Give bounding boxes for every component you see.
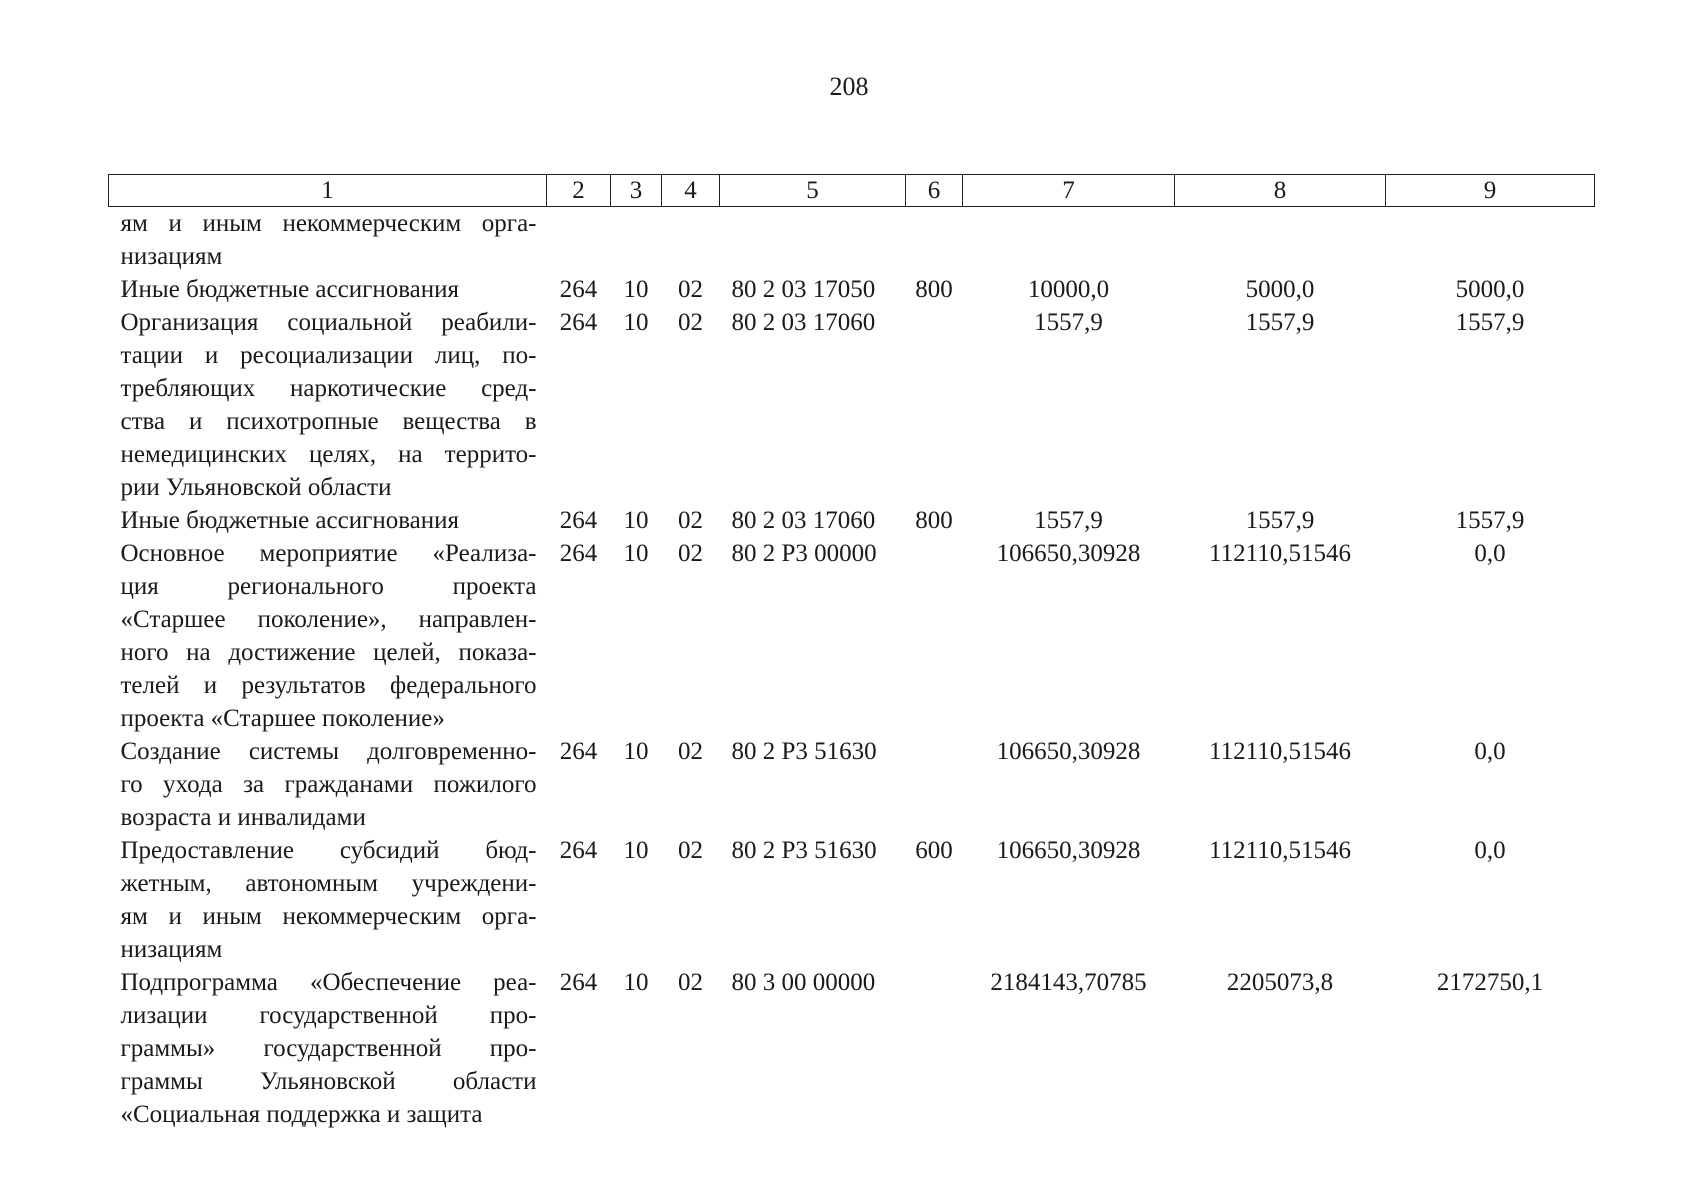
table-row: [109, 207, 1595, 274]
cell-section: 10: [623, 309, 649, 336]
cell-amount-col9: 0,0: [1474, 738, 1506, 765]
cell-amount-col8: [1175, 207, 1386, 274]
cell-name-line: Подпрограмма «Обеспечение реа-: [120, 969, 537, 996]
cell-name-line: рии Ульяновской области: [120, 474, 392, 501]
cell-expense-type: 800: [915, 276, 953, 303]
table-row: [109, 306, 1595, 504]
cell-amount-col8: 112110,51546: [1209, 738, 1351, 765]
cell-amount-col8: 112110,51546: [1209, 837, 1351, 864]
cell-name-line: граммы Ульяновской области: [120, 1068, 537, 1095]
cell-name-line: Основное мероприятие «Реализа-: [120, 540, 537, 567]
cell-expense-type: [906, 735, 963, 834]
header-cell-6: 6: [906, 175, 963, 207]
cell-subsection: 02: [678, 309, 703, 336]
cell-amount-col7: 2184143,70785: [990, 969, 1147, 996]
cell-amount-col7: 10000,0: [1027, 276, 1110, 303]
cell-section: 10: [623, 969, 649, 996]
header-cell-3: 3: [611, 175, 662, 207]
cell-subsection: 02: [678, 969, 703, 996]
header-cell-9: 9: [1386, 175, 1595, 207]
cell-subsection: 02: [678, 837, 703, 864]
cell-amount-col9: 1557,9: [1455, 309, 1525, 336]
cell-amount-col7: 106650,30928: [996, 738, 1141, 765]
table-row: [109, 504, 1595, 537]
cell-expense-type: [906, 207, 963, 274]
cell-amount-col7: 1557,9: [1034, 507, 1103, 534]
cell-name-line: требляющих наркотические сред-: [120, 375, 537, 402]
cell-code-2: 264: [559, 738, 598, 765]
cell-name-line: Создание системы долговременно-: [120, 738, 537, 765]
cell-expense-type: 600: [915, 837, 953, 864]
cell-name-line: проекта «Старшее поколение»: [120, 705, 445, 732]
header-cell-5: 5: [720, 175, 906, 207]
cell-target-article: 80 2 03 17050: [731, 276, 876, 303]
cell-section: 10: [623, 540, 649, 567]
cell-section: 10: [623, 276, 649, 303]
cell-section: 10: [623, 507, 649, 534]
cell-name: [109, 966, 547, 1131]
cell-name-line: немедицинских целях, на террито-: [120, 441, 537, 468]
cell-name-line: Иные бюджетные ассигнования: [120, 276, 460, 303]
cell-amount-col9: 0,0: [1474, 837, 1506, 864]
cell-name-line: ция регионального проекта: [120, 573, 537, 600]
cell-section: [611, 207, 662, 274]
cell-target-article: [720, 207, 906, 274]
cell-expense-type: [906, 537, 963, 735]
cell-name-line: ства и психотропные вещества в: [120, 408, 537, 435]
cell-name: [109, 504, 547, 537]
table-row: [109, 735, 1595, 834]
header-row: [109, 175, 1595, 207]
cell-code-2: [547, 207, 611, 274]
cell-name-line: Организация социальной реабили-: [120, 309, 537, 336]
cell-name-line: граммы» государственной про-: [120, 1035, 537, 1062]
cell-subsection: 02: [678, 507, 703, 534]
cell-amount-col7: 106650,30928: [996, 540, 1141, 567]
cell-subsection: 02: [678, 738, 703, 765]
cell-expense-type: 800: [915, 507, 953, 534]
cell-name: [109, 306, 547, 504]
cell-code-2: 264: [559, 276, 598, 303]
table-row: [109, 273, 1595, 306]
cell-name-line: ного на достижение целей, показа-: [120, 639, 537, 666]
header-cell-1: 1: [109, 175, 547, 207]
cell-expense-type: [906, 306, 963, 504]
cell-amount-col9: 1557,9: [1455, 507, 1525, 534]
table-row: [109, 834, 1595, 966]
cell-code-2: 264: [559, 969, 598, 996]
cell-name: [109, 273, 547, 306]
cell-name: [109, 537, 547, 735]
cell-code-2: 264: [559, 507, 598, 534]
cell-name-line: лизации государственной про-: [120, 1002, 537, 1029]
header-cell-2: 2: [547, 175, 611, 207]
cell-target-article: 80 2 P3 51630: [731, 837, 877, 864]
cell-name-line: возраста и инвалидами: [120, 804, 366, 831]
cell-name-line: го ухода за гражданами пожилого: [120, 771, 537, 798]
cell-name-line: низациям: [120, 243, 223, 270]
cell-amount-col7: [963, 207, 1175, 274]
table-row: [109, 966, 1595, 1131]
cell-amount-col7: 1557,9: [1034, 309, 1103, 336]
cell-name-line: ям и иным некоммерческим орга-: [120, 210, 537, 237]
cell-target-article: 80 2 P3 00000: [731, 540, 877, 567]
cell-target-article: 80 2 P3 51630: [731, 738, 877, 765]
cell-name: [109, 735, 547, 834]
header-cell-4: 4: [662, 175, 720, 207]
cell-name-line: ям и иным некоммерческим орга-: [120, 903, 537, 930]
cell-name-line: «Старшее поколение», направлен-: [120, 606, 537, 633]
cell-code-2: 264: [559, 540, 598, 567]
table-body: [109, 207, 1595, 1132]
cell-target-article: 80 2 03 17060: [731, 507, 876, 534]
cell-name-line: Предоставление субсидий бюд-: [120, 837, 537, 864]
cell-amount-col9: 2172750,1: [1436, 969, 1544, 996]
cell-code-2: 264: [559, 309, 598, 336]
cell-subsection: [662, 207, 720, 274]
cell-name-line: Иные бюджетные ассигнования: [120, 507, 460, 534]
cell-section: 10: [623, 837, 649, 864]
cell-amount-col8: 5000,0: [1245, 276, 1315, 303]
cell-target-article: 80 3 00 00000: [731, 969, 876, 996]
budget-table: [108, 174, 1595, 1131]
cell-name-line: телей и результатов федерального: [120, 672, 537, 699]
cell-name-line: жетным, автономным учреждени-: [120, 870, 537, 897]
cell-name: [109, 834, 547, 966]
cell-expense-type: [906, 966, 963, 1131]
header-cell-7: 7: [963, 175, 1175, 207]
cell-amount-col9: 0,0: [1474, 540, 1506, 567]
cell-amount-col8: 1557,9: [1245, 507, 1315, 534]
cell-code-2: 264: [559, 837, 598, 864]
cell-amount-col7: 106650,30928: [996, 837, 1141, 864]
cell-section: 10: [623, 738, 649, 765]
cell-amount-col8: 2205073,8: [1226, 969, 1334, 996]
cell-name: [109, 207, 547, 274]
cell-amount-col8: 1557,9: [1245, 309, 1315, 336]
cell-amount-col8: 112110,51546: [1209, 540, 1351, 567]
cell-subsection: 02: [678, 276, 703, 303]
cell-target-article: 80 2 03 17060: [731, 309, 876, 336]
cell-amount-col9: [1386, 207, 1595, 274]
cell-amount-col9: 5000,0: [1455, 276, 1525, 303]
cell-subsection: 02: [678, 540, 703, 567]
table-row: [109, 537, 1595, 735]
header-cell-8: 8: [1175, 175, 1386, 207]
cell-name-line: тации и ресоциализации лиц, по-: [120, 342, 537, 369]
cell-name-line: «Социальная поддержка и защита: [120, 1101, 483, 1128]
cell-name-line: низациям: [120, 936, 223, 963]
page-number: 208: [829, 72, 869, 101]
